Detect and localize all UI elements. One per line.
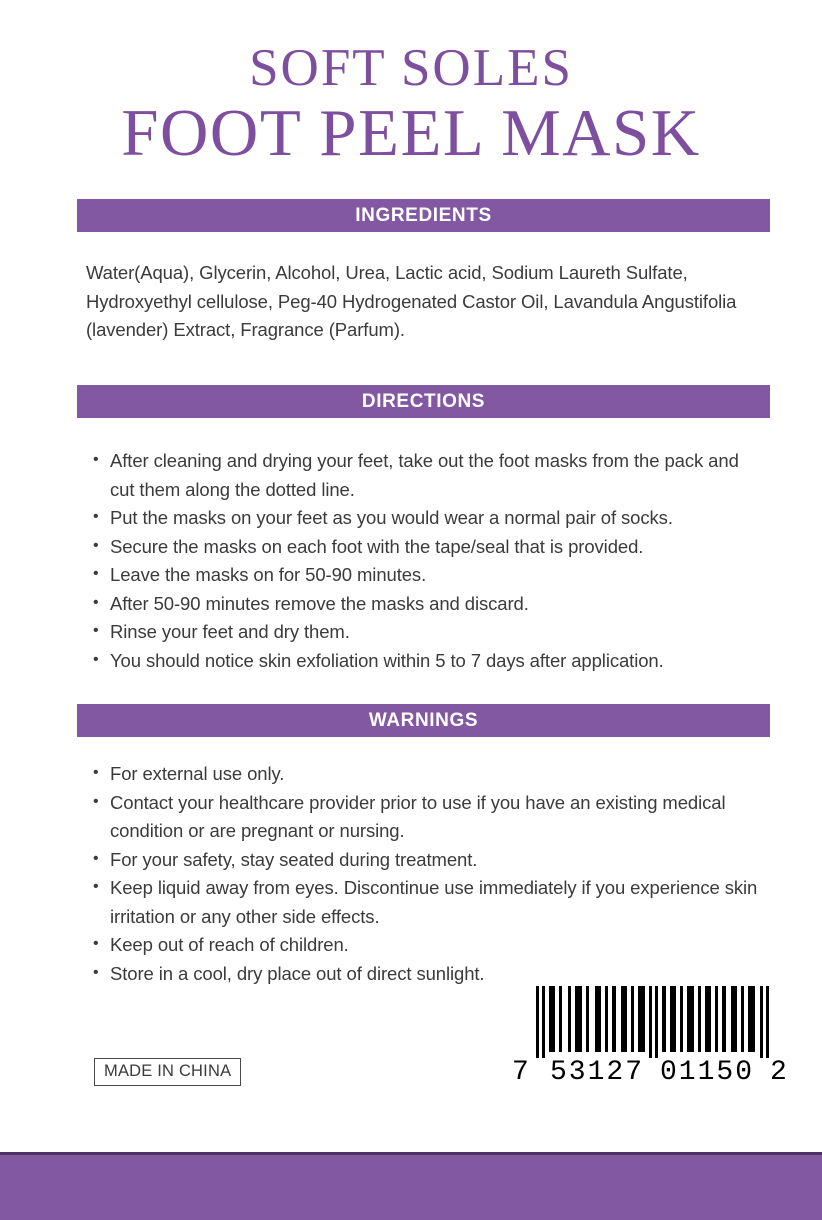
- section-header-warnings: [77, 704, 770, 737]
- section-header-ingredients: [77, 199, 770, 232]
- section-header-directions: [77, 385, 770, 418]
- barcode-lead-digit: 7: [512, 1057, 531, 1088]
- barcode-trail-digit: 2: [770, 1057, 789, 1088]
- made-in-china-label: MADE IN CHINA: [104, 1062, 232, 1080]
- list-item: • Contact your healthcare provider prior to use if you have an existing medical condition or are pregnant or nursing.: [89, 789, 759, 846]
- warnings-list: [89, 760, 759, 988]
- list-item: • For your safety, stay seated during treatment.: [89, 846, 759, 875]
- barcode: [512, 986, 792, 1058]
- list-item: • You should notice skin exfoliation within 5 to 7 days after application.: [89, 647, 759, 676]
- page-title: FOOT PEEL MASK: [121, 96, 701, 170]
- list-item: • For external use only.: [89, 760, 759, 789]
- product-title-block: [0, 38, 822, 170]
- barcode-bars: [512, 986, 792, 1058]
- list-item: • Store in a cool, dry place out of direct sunlight.: [89, 960, 759, 989]
- directions-list: [89, 447, 759, 675]
- list-item: • Keep liquid away from eyes. Discontinue use immediately if you experience skin irritation or any other side effects.: [89, 874, 759, 931]
- list-item: • Leave the masks on for 50-90 minutes.: [89, 561, 759, 590]
- section-header-directions-label: DIRECTIONS: [361, 390, 486, 412]
- list-item: • Rinse your feet and dry them.: [89, 618, 759, 647]
- barcode-digits: [512, 1057, 792, 1091]
- barcode-left-group: 53127: [550, 1057, 645, 1088]
- bottom-purple-band: [0, 1152, 822, 1220]
- ingredients-text: Water(Aqua), Glycerin, Alcohol, Urea, Lactic acid, Sodium Laureth Sulfate, Hydroxyethyl cellulose, Peg-40 Hydrogenated Castor Oil, Lavandula Angustifolia (lavender) Extract, Fragrance (Parfum).: [86, 262, 737, 340]
- list-item: • Secure the masks on each foot with the tape/seal that is provided.: [89, 533, 759, 562]
- list-item: • Put the masks on your feet as you would wear a normal pair of socks.: [89, 504, 759, 533]
- list-item: • After 50-90 minutes remove the masks and discard.: [89, 590, 759, 619]
- list-item: • Keep out of reach of children.: [89, 931, 759, 960]
- list-item: • After cleaning and drying your feet, take out the foot masks from the pack and cut them along the dotted line.: [89, 447, 759, 504]
- section-header-warnings-label: WARNINGS: [368, 709, 479, 731]
- brand-name: SOFT SOLES: [249, 39, 573, 97]
- section-header-ingredients-label: INGREDIENTS: [355, 204, 492, 226]
- barcode-right-group: 01150: [660, 1057, 755, 1088]
- made-in-china-box: [94, 1058, 241, 1086]
